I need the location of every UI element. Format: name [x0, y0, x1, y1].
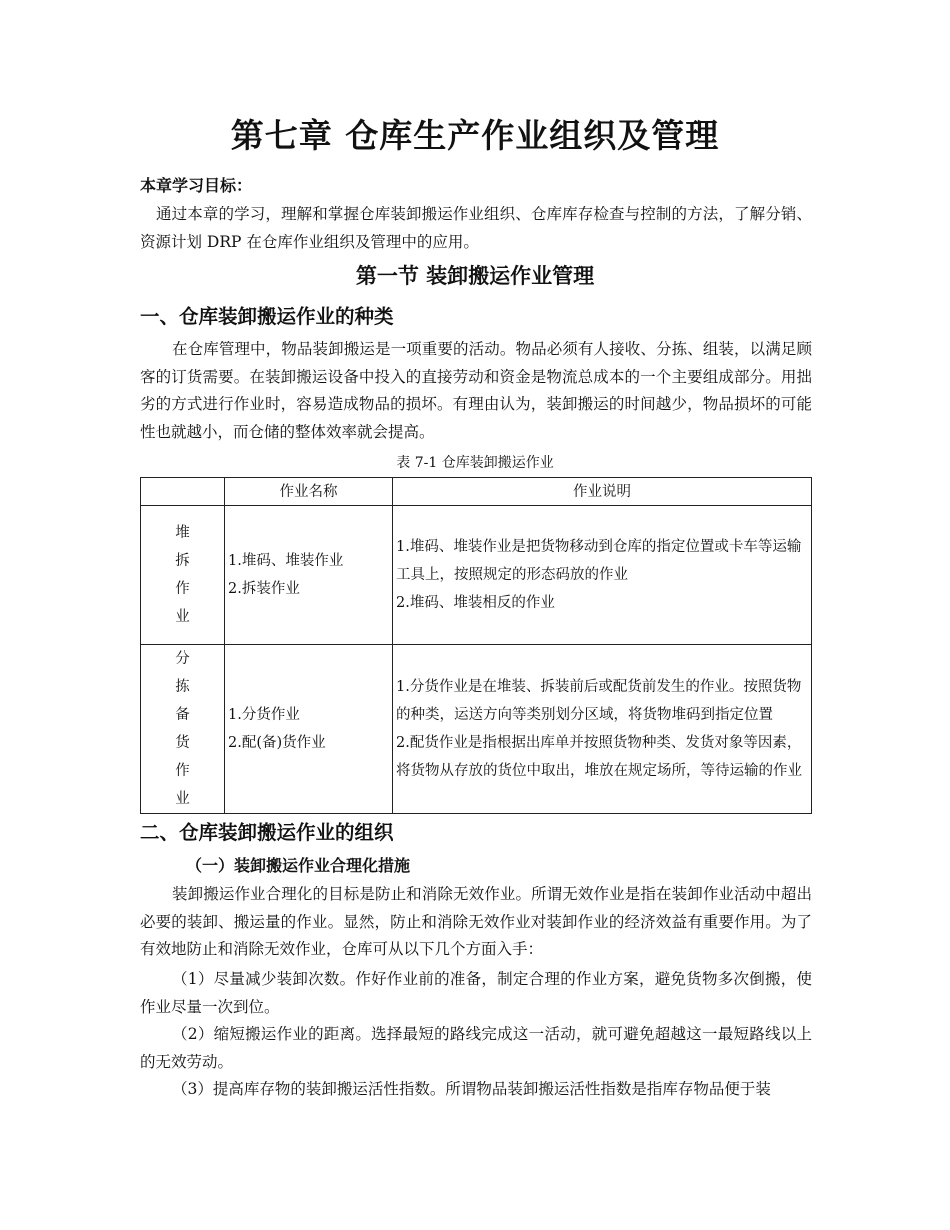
- operation-description: 2.配货作业是指根据出库单并按照货物种类、发货对象等因素，将货物从存放的货位中取出，堆放在规定场所，等待运输的作业: [396, 735, 802, 779]
- names-cell: [225, 506, 393, 645]
- operation-name: 2.配(备)货作业: [228, 735, 326, 751]
- category-char: 业: [175, 791, 190, 807]
- paragraph-measures: 装卸搬运作业合理化的目标是防止和消除无效作业。所谓无效作业是指在装卸作业活动中超出必要的装卸、搬运量的作业。显然，防止和消除无效作业对装卸作业的经济效益有重要作用。为了有效地防止和消除无效作业，仓库可从以下几个方面入手：: [140, 885, 812, 958]
- description-cell: [393, 506, 812, 645]
- category-char: 拆: [175, 553, 190, 569]
- operations-table: [140, 477, 812, 814]
- operation-description: 1.堆码、堆装作业是把货物移动到仓库的指定位置或卡车等运输工具上，按照规定的形态码放的作业: [396, 539, 802, 583]
- category-cell: [141, 645, 225, 814]
- operation-name: 2.拆装作业: [228, 581, 300, 597]
- list-item: （2）缩短搬运作业的距离。选择最短的路线完成这一活动，就可避免超越这一最短路线以上的无效劳动。: [140, 1025, 812, 1071]
- category-char: 堆: [175, 525, 190, 541]
- category-char: 作: [175, 581, 190, 597]
- list-item: （1）尽量减少装卸次数。作好作业前的准备，制定合理的作业方案，避免货物多次倒搬，使作业尽量一次到位。: [140, 970, 812, 1016]
- subheading-measures: （一）装卸搬运作业合理化措施: [186, 856, 411, 875]
- paragraph-handling: 在仓库管理中，物品装卸搬运是一项重要的活动。物品必须有人接收、分拣、组装，以满足顾客的订货需要。在装卸搬运设备中投入的直接劳动和资金是物流总成本的一个主要组成部分。用拙劣的方式进行作业时，容易造成物品的损坏。有理由认为，装卸搬运的时间越少，物品损坏的可能性也就越小，而仓储的整体效率就会提高。: [140, 340, 812, 441]
- category-char: 分: [175, 651, 190, 667]
- table-header-row: [141, 478, 812, 506]
- table-row: [141, 506, 812, 645]
- section-title: 第一节 装卸搬运作业管理: [355, 264, 595, 288]
- heading-organization: 二、仓库装卸搬运作业的组织: [140, 821, 394, 844]
- list-item: （3）提高库存物的装卸搬运活性指数。所谓物品装卸搬运活性指数是指库存物品便于装: [172, 1080, 771, 1098]
- category-cell: [141, 506, 225, 645]
- heading-types: 一、仓库装卸搬运作业的种类: [140, 305, 394, 328]
- operation-name: 1.堆码、堆装作业: [228, 553, 344, 569]
- category-char: 作: [175, 763, 190, 779]
- operation-description: 2.堆码、堆装相反的作业: [396, 595, 555, 611]
- objectives-heading: 本章学习目标：: [140, 176, 253, 195]
- objectives-paragraph: 通过本章的学习，理解和掌握仓库装卸搬运作业组织、仓库库存检查与控制的方法，了解分销、资源计划 DRP 在仓库作业组织及管理中的应用。: [140, 205, 812, 251]
- operation-name: 1.分货作业: [228, 707, 300, 723]
- names-cell: [225, 645, 393, 814]
- table-caption: 表 7-1 仓库装卸搬运作业: [396, 455, 554, 471]
- description-cell: [393, 645, 812, 814]
- table-header-description: 作业说明: [393, 478, 812, 506]
- operation-description: 1.分货作业是在堆装、拆装前后或配货前发生的作业。按照货物的种类，运送方向等类别划分区域，将货物堆码到指定位置: [396, 679, 802, 723]
- table-row: [141, 645, 812, 814]
- category-char: 业: [175, 609, 190, 625]
- table-header-name: 作业名称: [225, 478, 393, 506]
- category-char: 备: [175, 707, 190, 723]
- category-char: 拣: [175, 679, 190, 695]
- table-header-blank: [141, 478, 225, 506]
- category-char: 货: [175, 735, 190, 751]
- chapter-title: 第七章 仓库生产作业组织及管理: [230, 116, 720, 155]
